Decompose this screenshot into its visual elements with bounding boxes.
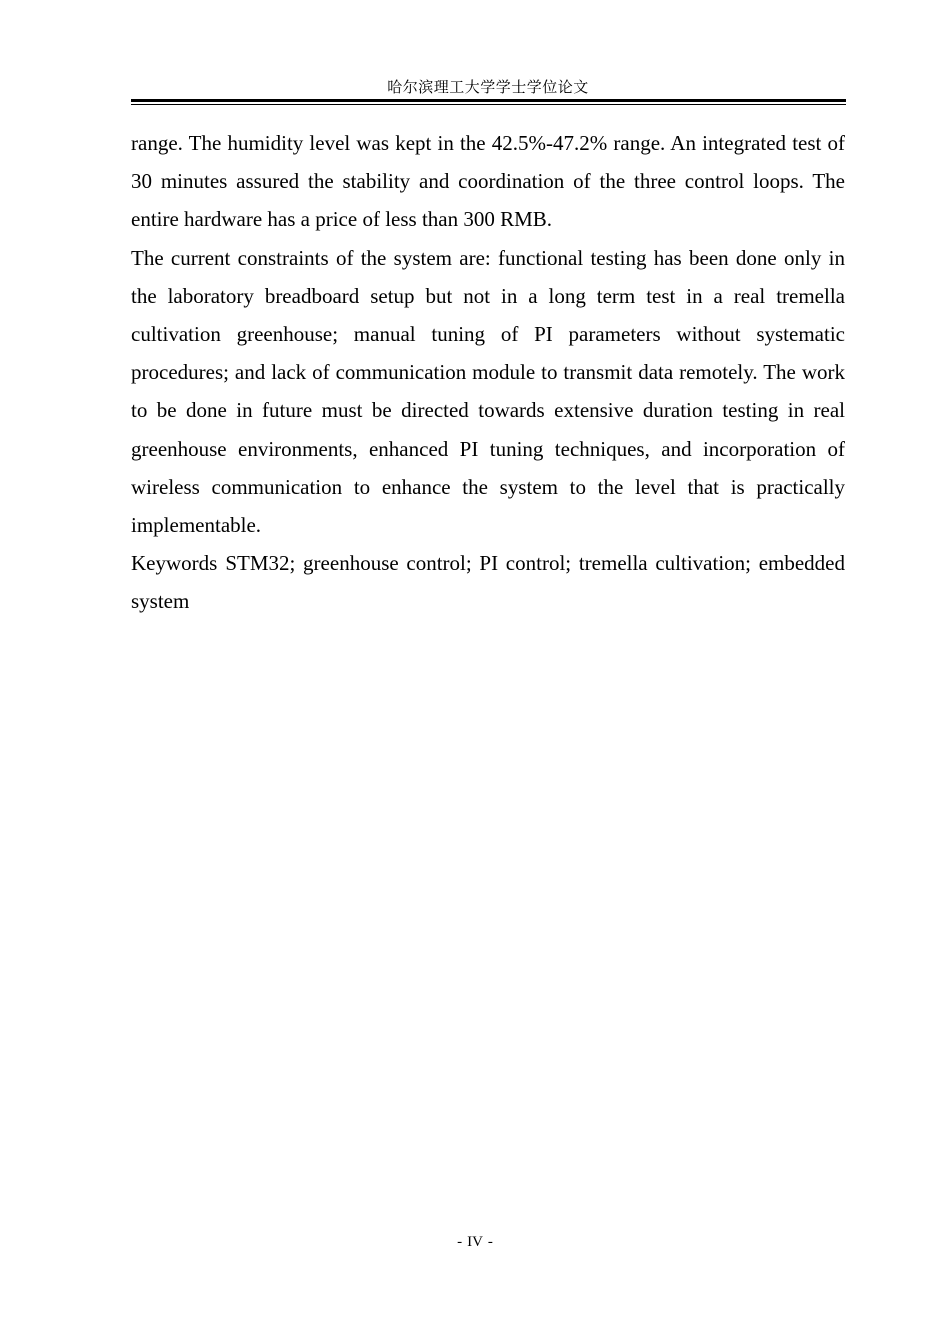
page-number-value: IV (467, 1234, 483, 1250)
keywords-label: Keywords (131, 551, 218, 576)
body-text (131, 124, 845, 621)
header-rule-thick (131, 99, 846, 102)
keywords-text: STM32; greenhouse control; PI control; tremella cultivation; embedded system (131, 551, 845, 614)
paragraph-results: range. The humidity level was kept in the 42.5%-47.2% range. An integrated test of 30 minutes assured the stability and coordination of the three control loops. The entire hardware has a price of less than 300 RMB. (131, 131, 845, 232)
header-rule-thin (131, 104, 846, 105)
page-number-dash-left: - (457, 1234, 463, 1250)
keywords-paragraph (131, 544, 845, 620)
page-number-dash-right: - (487, 1234, 493, 1250)
running-header: 哈尔滨理工大学学士学位论文 (387, 80, 589, 96)
page-number (0, 1232, 950, 1252)
paragraph-constraints: The current constraints of the system are: functional testing has been done only in the laboratory breadboard setup but not in a long term test in a real tremella cultivation greenhouse; manual tuning of PI parameters without systematic procedures; and lack of communication module to transmit data remotely. The work to be done in future must be directed towards extensive duration testing in real greenhouse environments, enhanced PI tuning techniques, and incorporation of wireless communication to enhance the system to the level that is practically implementable. (131, 245, 845, 538)
